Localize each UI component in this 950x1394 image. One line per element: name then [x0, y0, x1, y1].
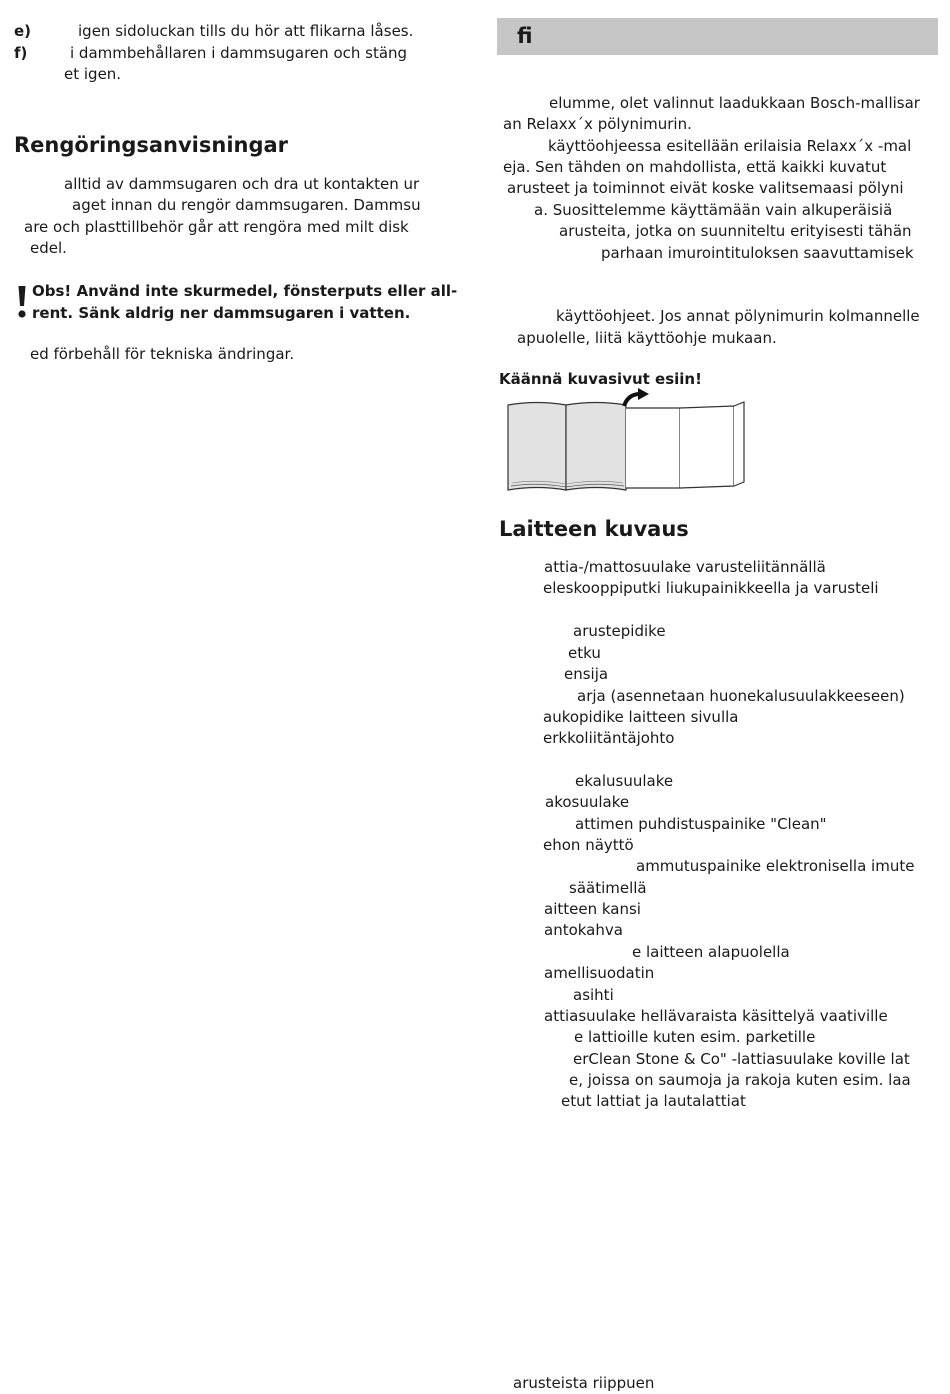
step-text-f: i dammbehållaren i dammsugaren och stäng [70, 44, 408, 62]
intro-line: käyttöohjeessa esitellään erilaisia Relaxx´x -mal [548, 137, 912, 155]
list-item: antokahva [544, 921, 623, 939]
footer-line: arusteista riippuen [513, 1374, 655, 1392]
fold-out-pages-illustration [500, 388, 754, 493]
list-item: arustepidike [573, 622, 666, 640]
description-heading: Laitteen kuvaus [499, 517, 689, 541]
manual-line: apuolelle, liitä käyttöohje mukaan. [517, 329, 777, 347]
intro-line: eja. Sen tähden on mahdollista, että kaikki kuvatut [503, 158, 887, 176]
list-item: asihti [573, 986, 614, 1004]
intro-line: an Relaxx´x pölynimurin. [503, 115, 692, 133]
list-item: attia-/mattosuulake varusteliitännällä [544, 558, 826, 576]
cleaning-line: alltid av dammsugaren och dra ut kontakten ur [64, 175, 420, 193]
list-item: ensija [564, 665, 609, 683]
list-item: aukopidike laitteen sivulla [543, 708, 739, 726]
language-bar [497, 18, 938, 55]
step-text-e: igen sidoluckan tills du hör att flikarna låses. [78, 22, 414, 40]
list-item: etku [568, 644, 601, 662]
step-letter-f: f) [14, 44, 28, 62]
intro-line: elumme, olet valinnut laadukkaan Bosch-mallisar [549, 94, 920, 112]
step-letter-e: e) [14, 22, 32, 40]
intro-line: a. Suosittelemme käyttämään vain alkuperäisiä [534, 201, 893, 219]
warning-line: rent. Sänk aldrig ner dammsugaren i vatten. [32, 304, 411, 322]
list-item: säätimellä [569, 879, 647, 897]
list-item: attiasuulake hellävaraista käsittelyä vaativille [544, 1007, 888, 1025]
list-item: amellisuodatin [544, 964, 655, 982]
list-item: arja (asennetaan huonekalusuulakkeeseen) [577, 687, 905, 705]
step-text-f-continuation: et igen. [64, 65, 122, 83]
list-item: e laitteen alapuolella [632, 943, 790, 961]
list-item: eleskooppiputki liukupainikkeella ja varusteli [543, 579, 879, 597]
intro-line: parhaan imurointituloksen saavuttamisek [601, 244, 914, 262]
footer-note: ed förbehåll för tekniska ändringar. [30, 345, 295, 363]
manual-line: käyttöohjeet. Jos annat pölynimurin kolmannelle [556, 307, 920, 325]
list-item: erkkoliitäntäjohto [543, 729, 675, 747]
list-item: attimen puhdistuspainike "Clean" [575, 815, 827, 833]
intro-line: arusteita, jotka on suunniteltu erityisesti tähän [559, 222, 912, 240]
intro-line: arusteet ja toiminnot eivät koske valitsemaasi pölyni [507, 179, 904, 197]
cleaning-heading: Rengöringsanvisningar [14, 133, 289, 157]
list-item: etut lattiat ja lautalattiat [561, 1092, 746, 1110]
list-item: e lattioille kuten esim. parketille [574, 1028, 816, 1046]
cleaning-line: are och plasttillbehör går att rengöra med milt disk [24, 218, 409, 236]
warning-line: Obs! Använd inte skurmedel, fönsterputs eller all- [32, 282, 458, 300]
cleaning-line: edel. [30, 239, 67, 257]
list-item: akosuulake [545, 793, 630, 811]
language-code: fi [517, 24, 533, 48]
fold-instruction: Käännä kuvasivut esiin! [499, 370, 702, 388]
cleaning-line: aget innan du rengör dammsugaren. Dammsu [72, 196, 421, 214]
list-item: erClean Stone & Co" -lattiasuulake koville lat [573, 1050, 910, 1068]
list-item: ekalusuulake [575, 772, 674, 790]
list-item: aitteen kansi [544, 900, 641, 918]
list-item: e, joissa on saumoja ja rakoja kuten esim. laa [569, 1071, 911, 1089]
list-item: ammutuspainike elektronisella imute [636, 857, 915, 875]
warning-icon [14, 284, 30, 320]
list-item: ehon näyttö [543, 836, 634, 854]
